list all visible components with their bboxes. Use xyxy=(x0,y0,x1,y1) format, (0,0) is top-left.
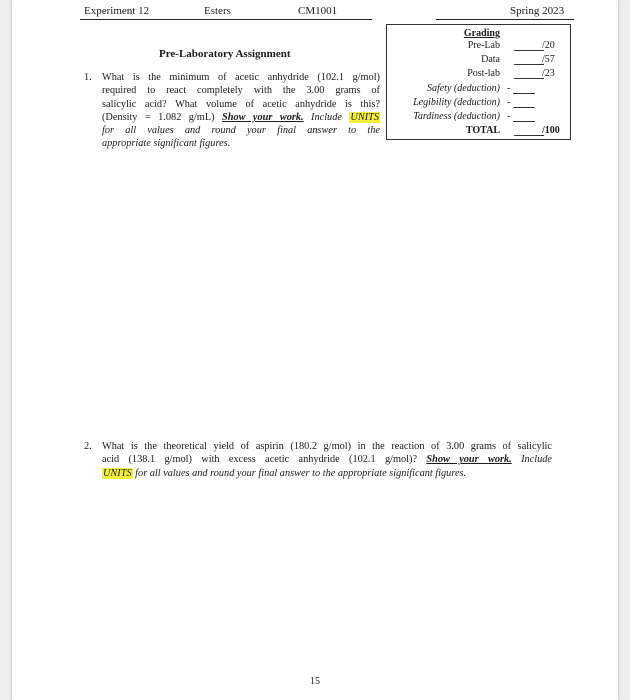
question-text: for all values and round your final answer to the appropriate significant figures. xyxy=(132,467,467,479)
question-text: Include xyxy=(303,111,350,123)
grading-label: Post-lab xyxy=(467,68,500,79)
grading-label: Data xyxy=(481,54,500,65)
grading-title: Grading xyxy=(463,28,500,39)
question-number: 2. xyxy=(84,441,92,452)
prelab-title: Pre-Laboratory Assignment xyxy=(159,48,291,60)
score-blank xyxy=(514,50,544,51)
deduction-dash: - xyxy=(507,111,511,122)
question-line: What is the minimum of acetic anhydride (102.1 g/mol) xyxy=(102,72,380,83)
topic-label: Esters xyxy=(204,5,231,17)
grading-row-prelab xyxy=(387,40,570,53)
grading-box xyxy=(386,24,571,140)
score-blank xyxy=(514,135,544,136)
document-page xyxy=(12,0,618,700)
grading-label: Legibility (deduction) xyxy=(413,97,500,108)
score-blank xyxy=(514,64,544,65)
header-rule-left xyxy=(80,19,372,20)
score-blank xyxy=(514,78,544,79)
course-label: CM1001 xyxy=(298,5,338,17)
term-label: Spring 2023 xyxy=(510,5,565,17)
grading-row-postlab xyxy=(387,68,570,81)
question-line xyxy=(102,111,380,124)
grading-row-tardiness xyxy=(387,111,570,124)
units-highlight: UNITS xyxy=(350,111,379,123)
question-line: salicylic acid? What volume of acetic anhydride is this? xyxy=(102,98,380,110)
question-line: appropriate significant figures. xyxy=(102,138,231,150)
question-line: What is the theoretical yield of aspirin (180.2 g/mol) in the reaction of 3.00 grams of salicylic xyxy=(102,441,552,452)
question-number: 1. xyxy=(84,72,92,83)
deduction-dash: - xyxy=(507,97,511,108)
grading-label: Tardiness (deduction) xyxy=(413,111,500,122)
question-line: required to react completely with the 3.00 grams of xyxy=(102,85,380,97)
question-line: for all values and round your final answer to the xyxy=(102,125,380,137)
score-blank xyxy=(513,93,535,94)
grading-label: Pre-Lab xyxy=(467,40,500,51)
header-rule-right xyxy=(436,19,574,20)
grading-points: /23 xyxy=(542,68,555,79)
units-highlight: UNITS xyxy=(103,467,132,479)
page-number: 15 xyxy=(310,676,320,687)
score-blank xyxy=(513,121,535,122)
score-blank xyxy=(513,107,535,108)
grading-points: /100 xyxy=(542,125,560,136)
deduction-dash: - xyxy=(507,83,511,94)
question-text: Include xyxy=(511,454,552,466)
question-text: acid (138.1 g/mol) with excess acetic anhydride (102.1 g/mol)? xyxy=(102,454,427,466)
grading-row-data xyxy=(387,54,570,67)
grading-points: /57 xyxy=(542,54,555,65)
grading-row-legibility xyxy=(387,97,570,110)
show-work-emphasis: Show your work. xyxy=(426,454,512,466)
grading-label: Safety (deduction) xyxy=(426,83,500,94)
grading-points: /20 xyxy=(542,40,555,51)
experiment-label: Experiment 12 xyxy=(84,5,150,17)
question-2-text xyxy=(102,440,552,480)
question-1-text xyxy=(102,71,380,151)
question-line xyxy=(102,467,552,480)
question-text: (Density = 1.082 g/mL) xyxy=(102,111,222,123)
grading-label: TOTAL xyxy=(465,125,500,136)
grading-row-safety xyxy=(387,83,570,96)
question-line xyxy=(102,453,552,466)
show-work-emphasis: Show your work. xyxy=(222,111,304,123)
grading-row-total xyxy=(387,125,570,138)
